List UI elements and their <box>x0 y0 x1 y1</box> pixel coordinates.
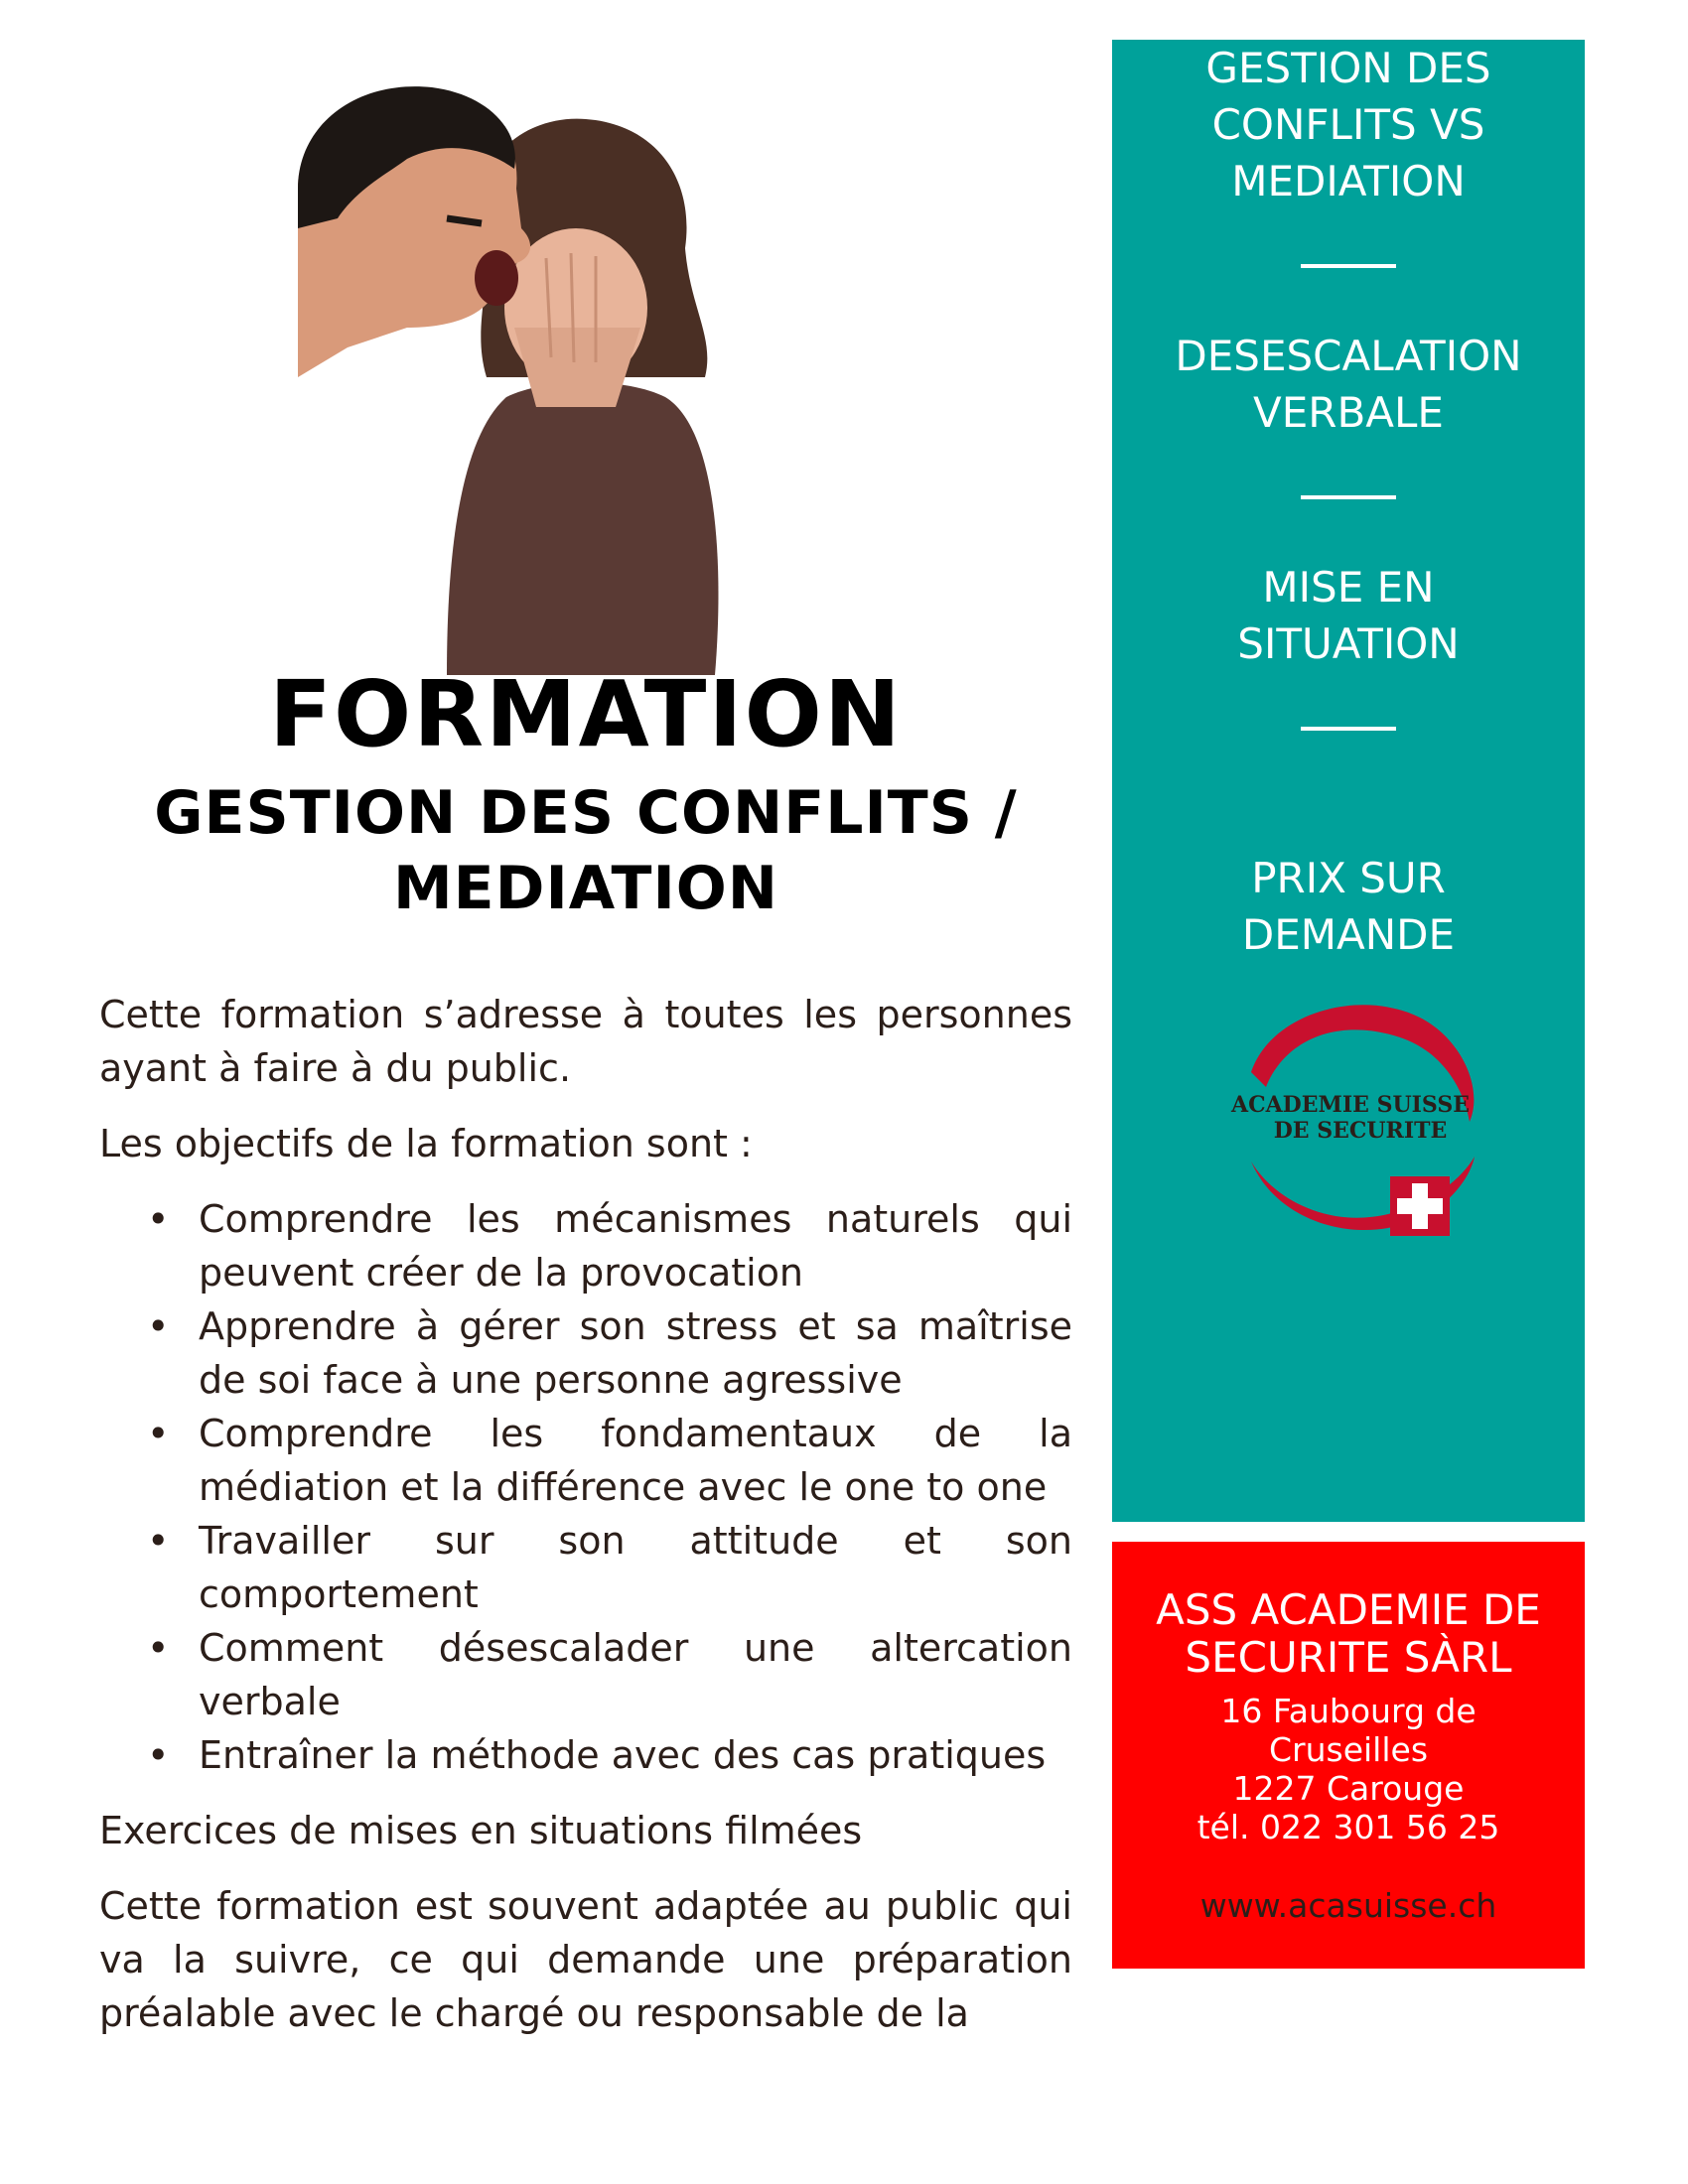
body-text <box>99 988 1072 2035</box>
list-item-text: Entraîner la méthode avec des cas pratiques <box>199 1733 1047 1777</box>
logo-text-line1: ACADEMIE SUISSE <box>1231 1092 1470 1118</box>
title-block <box>89 660 1082 926</box>
topics-sidebar <box>1112 40 1585 1522</box>
adaptation-paragraph: Cette formation est souvent adaptée au public qui va la suivre, ce qui demande une préparation préalable avec le chargé ou responsable de la <box>99 1884 1072 2035</box>
phone-number: tél. 022 301 56 25 <box>1196 1808 1500 1846</box>
price-line: DEMANDE <box>1241 910 1456 959</box>
topic-line: CONFLITS VS <box>1211 100 1485 149</box>
list-item-text: Travailler sur son attitude et son comportement <box>199 1519 1072 1616</box>
list-item <box>147 1299 1072 1407</box>
divider <box>1301 264 1396 268</box>
list-item-text: Comprendre les fondamentaux de la médiation et la différence avec le one to one <box>199 1412 1072 1509</box>
page-title: FORMATION <box>269 661 903 767</box>
conflict-photo <box>298 79 854 675</box>
address-line: Cruseilles <box>1268 1730 1429 1769</box>
logo-text-line2: DE SECURITE <box>1273 1118 1448 1144</box>
address-line: 1227 Carouge <box>1232 1769 1465 1808</box>
bullet-icon: • <box>147 1412 170 1455</box>
divider <box>1301 727 1396 731</box>
topic-line: MEDIATION <box>1231 157 1466 205</box>
list-item <box>147 1728 1072 1782</box>
divider <box>1301 495 1396 499</box>
objectives-list <box>99 1192 1072 1782</box>
exercises-paragraph: Exercices de mises en situations filmées <box>99 1809 863 1852</box>
list-item <box>147 1514 1072 1621</box>
list-item-text: Comment désescalader une altercation verbale <box>199 1626 1072 1723</box>
website-link[interactable]: www.acasuisse.ch <box>1199 1886 1497 1925</box>
bullet-icon: • <box>147 1197 170 1241</box>
swiss-cross-icon <box>1390 1176 1450 1236</box>
topic-line: GESTION DES <box>1205 44 1491 92</box>
list-item-text: Apprendre à gérer son stress et sa maîtrise de soi face à une personne agressive <box>199 1304 1072 1402</box>
subtitle-line: MEDIATION <box>392 854 779 923</box>
bullet-icon: • <box>147 1304 170 1348</box>
price-line: PRIX SUR <box>1251 854 1446 902</box>
topic-line: VERBALE <box>1253 388 1444 437</box>
contact-box <box>1112 1542 1585 1969</box>
bullet-icon: • <box>147 1626 170 1670</box>
page-subtitle <box>89 775 1082 926</box>
topic-situation <box>1112 559 1585 672</box>
topic-line: SITUATION <box>1237 619 1460 668</box>
company-line: SECURITE SÀRL <box>1185 1633 1512 1682</box>
topic-deescalation <box>1112 328 1585 441</box>
intro-paragraph: Cette formation s’adresse à toutes les personnes ayant à faire à du public. <box>99 993 1072 1090</box>
topic-line: DESESCALATION <box>1175 332 1522 380</box>
objectives-lead: Les objectifs de la formation sont : <box>99 1122 753 1165</box>
subtitle-line: GESTION DES CONFLITS / <box>154 778 1018 848</box>
list-item <box>147 1621 1072 1728</box>
list-item <box>147 1407 1072 1514</box>
topic-conflicts <box>1112 40 1585 209</box>
list-item <box>147 1192 1072 1299</box>
address-line: 16 Faubourg de <box>1220 1692 1477 1730</box>
bullet-icon: • <box>147 1519 170 1563</box>
company-name <box>1112 1586 1585 1682</box>
price-info <box>1112 850 1585 963</box>
academy-logo <box>1211 993 1489 1251</box>
company-line: ASS ACADEMIE DE <box>1156 1585 1541 1634</box>
bullet-icon: • <box>147 1733 170 1777</box>
topic-line: MISE EN <box>1262 563 1435 612</box>
company-address <box>1112 1692 1585 1846</box>
list-item-text: Comprendre les mécanismes naturels qui peuvent créer de la provocation <box>199 1197 1072 1295</box>
